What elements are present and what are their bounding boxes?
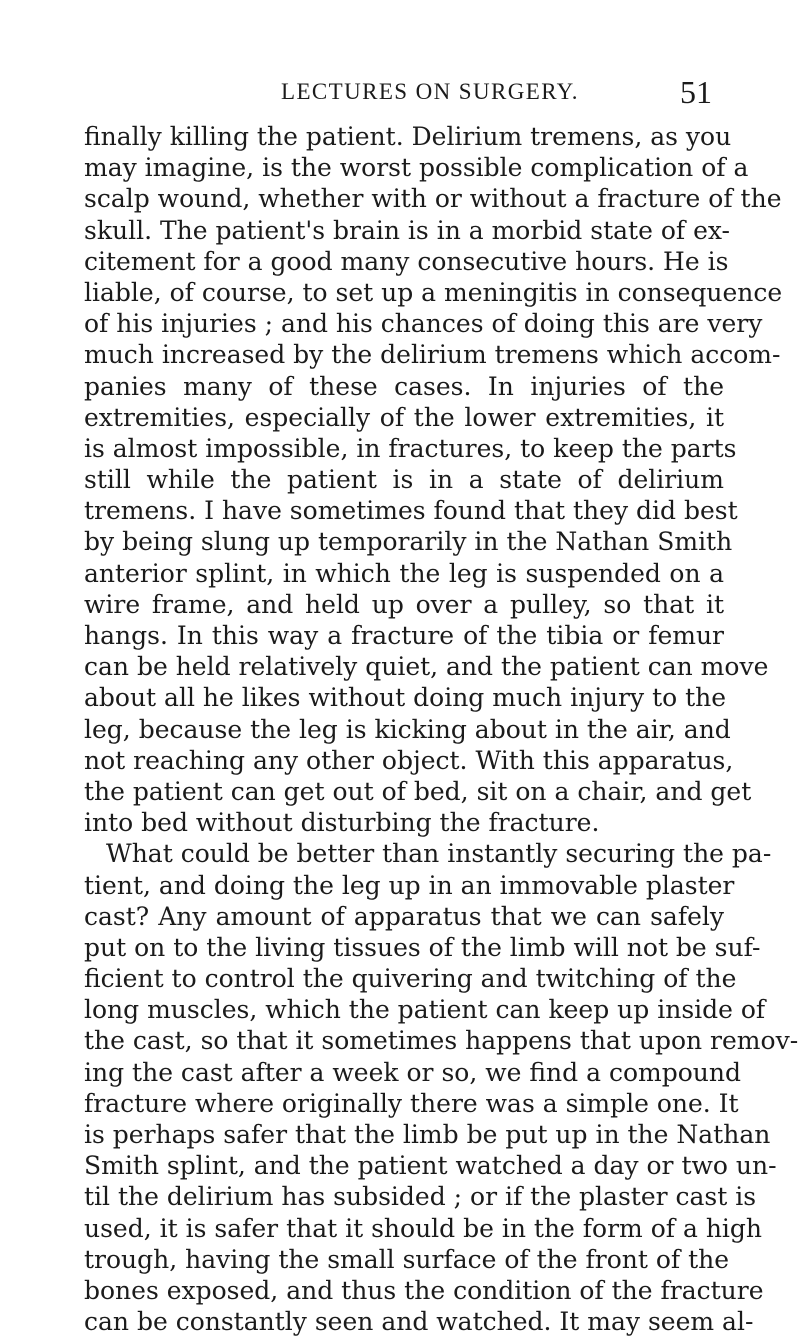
text-line: of his injuries ; and his chances of doing this are very [84,309,763,339]
text-line: fracture where originally there was a simple one. It [84,1088,739,1118]
text-line: scalp wound, whether with or without a fracture of the [84,184,782,214]
text-line: is perhaps safer that the limb be put up in the Nathan [84,1120,771,1149]
text-line: may imagine, is the worst possible complication of a [84,153,749,183]
text-line: til the delirium has subsided ; or if the plaster cast is [84,1182,757,1212]
text-line: still while the patient is in a state of delirium [84,465,724,495]
text-line: tient, and doing the leg up in an immovable plaster [84,870,735,900]
text-line: trough, having the small surface of the front of the [84,1244,730,1274]
text-line: tremens. I have sometimes found that they did best [84,496,738,526]
text-line: anterior splint, in which the leg is suspended on a [84,558,724,588]
page-number: 51 [680,74,712,110]
text-line: much increased by the delirium tremens which accom- [84,340,781,370]
text-line: extremities, especially of the lower extremities, it [84,402,724,432]
text-line: can be held relatively quiet, and the patient can move [84,652,769,682]
running-head [236,70,712,110]
running-title: LECTURES ON SURGERY. [281,79,579,104]
text-line: the cast, so that it sometimes happens that upon remov- [84,1026,799,1056]
text-line: finally killing the patient. Delirium tremens, as you [84,122,732,151]
text-line: by being slung up temporarily in the Nathan Smith [84,527,733,557]
text-line: skull. The patient's brain is in a morbid state of ex- [84,215,730,245]
text-line: bones exposed, and thus the condition of the fracture [84,1275,764,1305]
text-line: liable, of course, to set up a meningitis in consequence [84,277,783,307]
text-line: long muscles, which the patient can keep up inside of [84,995,766,1025]
text-line: into bed without disturbing the fracture. [84,808,600,838]
text-line: cast? Any amount of apparatus that we can safely [84,901,724,931]
text-line: ficient to control the quivering and twitching of the [84,964,737,994]
text-line: used, it is safer that it should be in the form of a high [84,1213,763,1243]
text-line: leg, because the leg is kicking about in the air, and [84,714,731,744]
text-line: about all he likes without doing much injury to the [84,683,727,713]
text-line: can be constantly seen and watched. It may seem al- [84,1307,754,1337]
text-line: put on to the living tissues of the limb will not be suf- [84,932,761,962]
body-text [84,121,799,1337]
text-line: not reaching any other object. With this apparatus, [84,745,734,775]
text-line: ing the cast after a week or so, we find a compound [84,1057,741,1087]
text-line: citement for a good many consecutive hours. He is [84,246,729,276]
text-line: panies many of these cases. In injuries of the [84,371,724,401]
text-line: What could be better than instantly securing the pa- [106,839,772,869]
text-line: the patient can get out of bed, sit on a chair, and get [84,776,752,806]
text-line: Smith splint, and the patient watched a day or two un- [84,1151,777,1181]
text-line: hangs. In this way a fracture of the tibia or femur [84,621,724,650]
text-line: is almost impossible, in fractures, to keep the parts [84,433,737,463]
text-line: wire frame, and held up over a pulley, so that it [84,589,724,619]
